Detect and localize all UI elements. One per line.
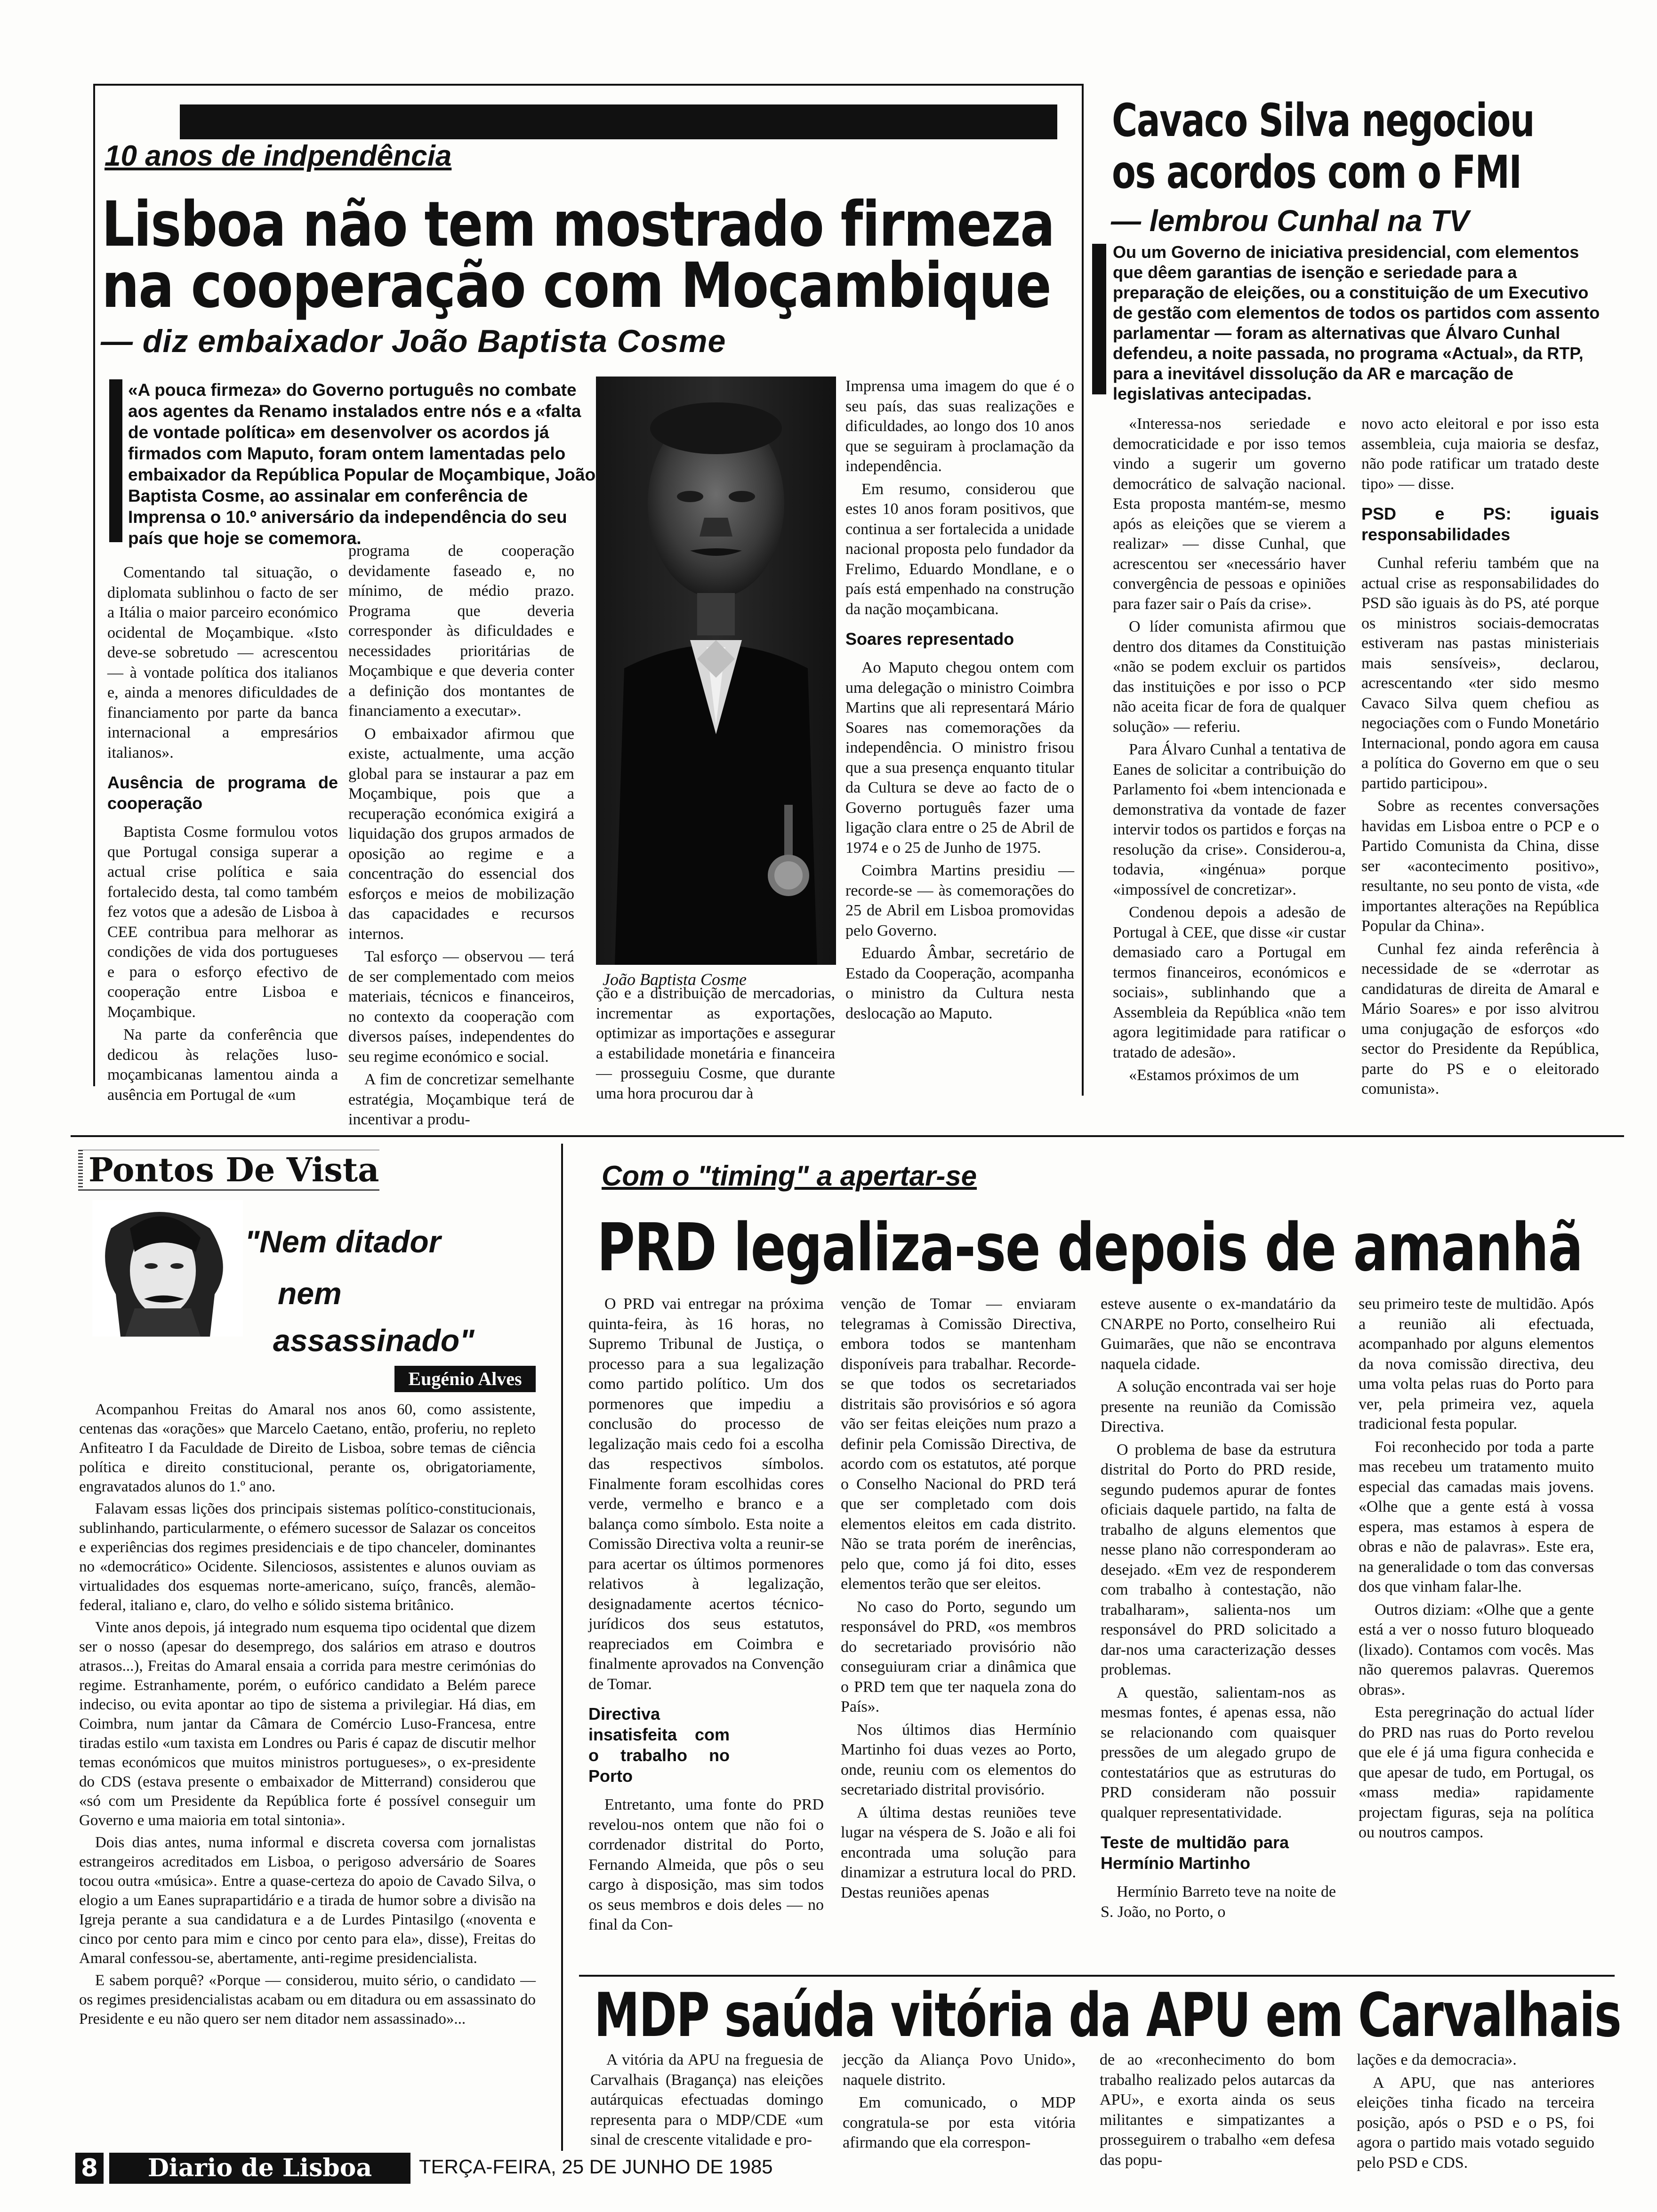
paragraph: «Interessa-nos seriedade e democraticidade e por isso temos vindo a sugerir um governo democrático de salvação nacional. Esta proposta mantém-se, mesmo após as eleições que se vierem a realizar» — disse Cunhal, que acrescentou ser «necessário haver convergência de pessoas e opiniões para fazer sair o País da crise». xyxy=(1113,415,1346,613)
paragraph: Entretanto, uma fonte do PRD revelou-nos ontem que não foi o corrdenador distrital do Porto, Fernando Almeida, que pôs o seu cargo à disposição, mas sim todos os seus membros e dois deles — no final da Con- xyxy=(588,1796,824,1933)
paragraph: E sabem porquê? «Porque — considerou, muito sério, o candidato — os regimes presidencialistas acabam ou em ditadura ou em assassinato do Presidente e eu não quero ser nem ditador nem assassinado»... xyxy=(79,1972,536,2028)
paragraph: Tal esforço — observou — terá de ser complementado com meios materiais, técnicos e financeiros, no contexto da cooperação com diversos países, independentes do seu regime económico e social. xyxy=(348,948,574,1066)
paragraph: de ao «reconhecimento do bom trabalho realizado pelos autarcas da APU», e exorta ainda os seus militantes e simpatizantes a prosseguirem o trabalho «em defesa das popu- xyxy=(1100,2051,1335,2169)
paragraph: Dois dias antes, numa informal e discreta coversa com jornalistas estrangeiros acreditados em Lisboa, o perigoso adversário de Soares tocou outra «música». Entre a quase-certeza do apoio de Cavado Silva, o elogio a um Eanes suprapartidário e a tirada de humor sobre a divisão na Igreja perante a sua candidatura e a de Lurdes Pintasilgo («noventa e cinco por cento para mim e cinco por cento para ela», disse), Freitas do Amaral confessou-se, abertamente, anti-regime presidencialista. xyxy=(79,1834,536,1967)
prd-column-3 xyxy=(1101,1294,1336,1925)
mdp-column-1 xyxy=(590,2050,823,2153)
paragraph: esteve ausente o ex-mandatário da CNARPE no Porto, conselheiro Rui Guimarães, que não se encontrava naquela cidade. xyxy=(1101,1295,1336,1373)
subheading: Ausência de programa de cooperação xyxy=(107,773,338,813)
prd-title: PRD legaliza-se depois de amanhã xyxy=(597,1210,1583,1286)
paragraph: Para Álvaro Cunhal a tentativa de Eanes de solicitar a contribuição do Parlamento foi «bem intencionada e demonstrativa da vontade de fazer intervir todos os partidos e forças na resolução da crise». Considerou-a, todavia, «ingénua» porque «impossível de concretizar». xyxy=(1113,741,1346,898)
prd-column-4 xyxy=(1359,1294,1594,1846)
paragraph: Em comunicado, o MDP congratula-se por esta vitória afirmando que ela correspon- xyxy=(843,2094,1076,2151)
pontos-title-line-2: nem xyxy=(278,1276,342,1311)
paragraph: seu primeiro teste de multidão. Após a reunião ali efectuada, acompanhado por alguns elementos da nova comissão directiva, deu uma volta pelas ruas do Porto para ver, pela primeira vez, aquela tradicional festa popular. xyxy=(1359,1295,1594,1433)
pontos-title-line-1: "Nem ditador xyxy=(245,1224,441,1259)
cavaco-deck: — lembrou Cunhal na TV xyxy=(1111,204,1469,238)
paragraph: No caso do Porto, segundo um responsável do PRD, «os membros do secretariado provisório não conseguiuram criar a dinâmica que o PRD tem que ter naquela zona do País». xyxy=(841,1598,1076,1715)
paragraph: programa de cooperação devidamente faseado e, no mínimo, de médio prazo. Programa que deveria corresponder às dificuldades e necessidades prioritárias de Moçambique e que deveria conter a definição dos montantes de financiamento a executar». xyxy=(348,542,574,720)
cavaco-column-2 xyxy=(1361,414,1599,1102)
paragraph: Coimbra Martins presidiu — recorde-se — às comemorações do 25 de Abril em Lisboa promovidas pelo Governo. xyxy=(845,862,1074,939)
paragraph: A APU, que nas anteriores eleições tinha ficado na terceira posição, após o PSD e o PS, foi agora o partido mais votado seguido pelo PSD e CDS. xyxy=(1357,2074,1594,2172)
page-number: 8 xyxy=(75,2153,104,2184)
paragraph: A última destas reuniões teve lugar na véspera de S. João e ali foi encontrada uma solução para dinamizar a estrutura local do PRD. Destas reuniões apenas xyxy=(841,1803,1076,1901)
paragraph: Falavam essas lições dos principais sistemas político-constitucionais, sublinhando, particularmente, o efémero sucessor de Salazar os conceitos e experiências dos regimes presidenciais e de tipo chanceler, dominantes no «democrático» Ocidente. Silenciosos, assistentes e alunos ouviam as virtualidades dos esquemas norte-americano, suíço, francês, alemão-federal, italiano e, claro, do velho e sólido sistema britânico. xyxy=(79,1500,536,1614)
subheading: Teste de multidão para Hermínio Martinho xyxy=(1101,1833,1289,1873)
paragraph: Comentando tal situação, o diplomata sublinhou o facto de ser a Itália o maior parceiro económico ocidental de Moçambique. «Isto deve-se sobretudo — acrescentou — à vontade política dos italianos e, ainda a menores dificuldades de financiamento por parte da banca internacional a empresários italianos». xyxy=(107,564,338,761)
paragraph: A vitória da APU na freguesia de Carvalhais (Bragança) nas eleições autárquicas efectuadas domingo representa para o MDP/CDE «um sinal de crescente vitalidade e pro- xyxy=(590,2051,823,2148)
paragraph: Hermínio Barreto teve na noite de S. João, no Porto, o xyxy=(1101,1883,1336,1921)
lisboa-deck: — diz embaixador João Baptista Cosme xyxy=(101,323,726,359)
footer-date: TERÇA-FEIRA, 25 DE JUNHO DE 1985 xyxy=(419,2156,773,2178)
cavaco-title-line-2: os acordos com o FMI xyxy=(1112,146,1521,199)
lisboa-lead: «A pouca firmeza» do Governo português no combate aos agentes da Renamo instalados entre nós e a «falta de vontade política» em desenvolver os acordos já firmados com Maputo, foram ontem lamentadas pelo embaixador da República Popular de Moçambique, João Baptista Cosme, ao assinalar em conferência de Imprensa o 10.º aniversário da independência do seu país que hoje se comemora. xyxy=(128,380,596,548)
paragraph: jecção da Aliança Povo Unido», naquele distrito. xyxy=(843,2051,1076,2089)
paragraph: O PRD vai entregar na próxima quinta-feira, às 16 horas, no Supremo Tribunal de Justiça, o processo para a sua legalização como partido político. Um dos pormenores que impediu a conclusão do processo de legalização mais cedo foi a escolha das respectivos símbolos. Finalmente foram escolhidas cores verde, vermelho e branco e a balança como símbolo. Esta noite a Comissão Directiva volta a reunir-se para acertar os últimos pormenores relativos à legalização, designadamente acertos técnico-jurídicos dos seus estatutos, reapreciados em Coimbra e finalmente aprovados na Convenção de Tomar. xyxy=(588,1295,824,1693)
subheading: PSD e PS: iguais responsabilidades xyxy=(1361,504,1599,544)
masthead: Diario de Lisboa xyxy=(109,2153,410,2184)
paragraph: lações e da democracia». xyxy=(1357,2051,1517,2068)
paragraph: Acompanhou Freitas do Amaral nos anos 60, como assistente, centenas das «orações» que Marcelo Caetano, então, proferiu, no repleto Anfiteatro I da Faculdade de Direito de Lisboa, sobre temas de ciência política e direito constitucional, perante os, obrigatoriamente, engravatados alunos do 1.º ano. xyxy=(79,1401,536,1495)
mdp-title: MDP saúda vitória da APU em Carvalhais xyxy=(594,1980,1621,2051)
paragraph: ção e a distribuição de mercadorias, incrementar as exportações, optimizar as importações e assegurar a estabilidade monetária e financeira — prosseguiu Cosme, que durante uma hora procurou dar à xyxy=(596,985,835,1102)
paragraph: Condenou depois a adesão de Portugal à CEE, que disse «ir custar demasiado caro a Portugal em termos financeiros, económicos e sociais», sublinhando que a Assembleia da República «não tem agora legitimidade para ratificar o tratado de adesão». xyxy=(1113,904,1346,1061)
paragraph: Na parte da conferência que dedicou às relações luso-moçambicanas lamentou ainda a ausência em Portugal de «um xyxy=(107,1026,338,1104)
subheading: Soares representado xyxy=(845,629,1014,649)
lisboa-title-line-2: na cooperação com Moçambique xyxy=(102,249,1051,322)
paragraph: Vinte anos depois, já integrado num esquema tipo ocidental que dizem ser o nosso (apesar do desemprego, dos salários em atraso e doutros atrasos...), Freitas do Amaral ensaia a corrida para mestre cerimónias do regime. Estranhamente, porém, o eufórico candidato a Belém parece indeciso, ou evita apontar ao tipo de sistema a privilegiar. Há dias, em Coimbra, num jantar da Câmara de Comércio Luso-Francesa, entre tiradas estilo «um taxista em Londres ou Paris é capaz de discutir melhor temas económicos que muitos ministros portugueses», o ex-presidente do CDS (estava presente o embaixador de Mitterrand) considerou que «só com um Presidente da República forte é possível conseguir um Governo e uma maioria em total sintonia». xyxy=(79,1619,536,1829)
paragraph: novo acto eleitoral e por isso esta assembleia, cuja maioria se desfaz, não pode ratificar um tratado deste tipo» — disse. xyxy=(1361,415,1599,493)
photo-caption: João Baptista Cosme xyxy=(603,970,747,989)
prd-column-2 xyxy=(841,1294,1076,1906)
lisboa-title-line-1: Lisboa não tem mostrado firmeza xyxy=(102,188,1054,261)
cavaco-lead-initial-bar xyxy=(1092,244,1106,394)
paragraph: venção de Tomar — enviaram telegramas à Comissão Directiva, embora todos se mantenham disponíveis para trabalhar. Recorde-se que todos os secretariados distritais são provisórios e só agora vão ser feitas eleições num prazo a definir pela Comissão Directiva, de acordo com os estatutos, até porque o Conselho Nacional do PRD terá que ser completado com dois elementos eleitos em cada distrito. Não se trata porém de inerências, pelo que, como já foi dito, esses elementos terão que ser eleitos. xyxy=(841,1295,1076,1593)
cavaco-column-1 xyxy=(1113,414,1346,1089)
prd-column-1 xyxy=(588,1294,824,1938)
paragraph: «Estamos próximos de um xyxy=(1129,1066,1299,1084)
paragraph: Nos últimos dias Hermínio Martinho foi duas vezes ao Porto, onde, reuniu com os elementos do secretariado distrital provisório. xyxy=(841,1721,1076,1798)
paragraph: A fim de concretizar semelhante estratégia, Moçambique terá de incentivar a produ- xyxy=(348,1071,574,1128)
paragraph: Ao Maputo chegou ontem com uma delegação o ministro Coimbra Martins que ali representará Mário Soares nas comemorações da independência. O ministro frisou que a sua presença enquanto titular da Cultura se deve ao facto de o Governo português fazer uma ligação clara entre o 25 de Abril de 1974 e o 25 de Junho de 1975. xyxy=(845,659,1074,857)
mdp-column-2 xyxy=(843,2050,1076,2156)
mdp-article xyxy=(0,1975,1657,2172)
pontos-brand: Pontos De Vista xyxy=(83,1150,385,1189)
prd-kicker: Com o "timing" a apertar-se xyxy=(602,1160,977,1192)
page-footer xyxy=(75,2153,1629,2186)
paragraph: Cunhal fez ainda referência à necessidade de se «derrotar as candidaturas de direita de Amaral e Mário Soares» e por isso alvitrou uma conjugação de esforços «do sector do Presidente da República, parte do PS e o eleitorado comunista». xyxy=(1361,940,1599,1098)
lisboa-kicker: 10 anos de indpendência xyxy=(105,140,452,172)
cavaco-title-line-1: Cavaco Silva negociou xyxy=(1112,94,1534,147)
middle-horizontal-rule xyxy=(71,1135,1624,1137)
paragraph: Eduardo Âmbar, secretário de Estado da Cooperação, acompanha o ministro da Cultura nesta deslocação ao Maputo. xyxy=(845,945,1074,1022)
author-byline: Eugénio Alves xyxy=(394,1366,536,1392)
paragraph: Em resumo, considerou que estes 10 anos foram positivos, que continua a ser fortalecida a unidade nacional proposta pelo fundador da Frelimo, Eduardo Mondlane, e o país está empenhado na construção da nação moçambicana. xyxy=(845,480,1074,618)
paragraph: Imprensa uma imagem do que é o seu país, das suas realizações e dificuldades, ao longo dos 10 anos que se seguiram à proclamação da independência. xyxy=(845,377,1074,475)
cavaco-lead: Ou um Governo de iniciativa presidencial, com elementos que dêem garantias de isenção e seriedade para a preparação de eleições, ou a constituição de um Executivo de gestão com elementos de todos os partidos com assento parlamentar — foram as alternativas que Álvaro Cunhal defendeu, a noite passada, no programa «Actual», da RTP, para a inevitável dissolução da AR e marcação de legislativas antecipadas. xyxy=(1113,242,1600,403)
pontos-title-line-3: assassinado" xyxy=(273,1323,475,1358)
paragraph: A questão, salientam-nos as mesmas fontes, é apenas essa, não se relacionando com quaisquer pressões de um alegado grupo de contestatários que as estruturas do PRD consideram não possuir qualquer representatividade. xyxy=(1101,1683,1336,1821)
paragraph: Esta peregrinação do actual líder do PRD nas ruas do Porto revelou que ele é já uma figura conhecida e que apesar de tudo, em Portugal, os «mass media» rapidamente projectam figuras, seja na política ou noutros campos. xyxy=(1359,1704,1594,1841)
paragraph: A solução encontrada vai ser hoje presente na reunião da Comissão Directiva. xyxy=(1101,1378,1336,1435)
paragraph: Cunhal referiu também que na actual crise as responsabilidades do PSD são iguais às do PS, até porque os ministros sociais-democratas estiveram nas pastas ministeriais mais sensíveis», declarou, acrescentando «ter sido mesmo Cavaco Silva quem chefiou as negociações com o Fundo Monetário Internacional, pondo agora em causa a política do Governo em que o seu partido participou». xyxy=(1361,554,1599,792)
paragraph: Sobre as recentes conversações havidas em Lisboa entre o PCP e o Partido Comunista da China, disse ser «acontecimento positivo», resultante, no seu ponto de vista, «de importantes alterações na República Popular da China». xyxy=(1361,797,1599,935)
paragraph: O líder comunista afirmou que dentro dos ditames da Constituição «não se podem excluir os partidos das instituições e por isso o PCP não aceita ficar de fora de qualquer solução» — referiu. xyxy=(1113,618,1346,736)
paragraph: Outros diziam: «Olhe que a gente está a ver o nosso futuro bloqueado (lixado). Contamos com vocês. Mas não queremos palavras. Queremos obras». xyxy=(1359,1601,1594,1699)
paragraph: O problema de base da estrutura distrital do Porto do PRD reside, segundo pudemos apurar de fontes oficiais daquele partido, na falta de trabalho de alguns elementos que nesse plano não corresponderam ao desejado. «Em vez de responderem com trabalho à contestação, não trabalharam», salienta-nos um responsável do PRD solicitado a dar-nos uma caracterização desses problemas. xyxy=(1101,1441,1336,1678)
subheading: Directiva insatisfeita com o trabalho no Porto xyxy=(588,1704,730,1786)
paragraph: Baptista Cosme formulou votos que Portugal consiga superar a actual crise política e saia fortalecido desta, tal como também fez votos que a adesão de Lisboa à CEE contribua para melhorar as condições de vida dos portugueses e para o esforço efectivo de cooperação entre Lisboa e Moçambique. xyxy=(107,823,338,1021)
prd-article xyxy=(0,1139,1657,1972)
paragraph: Foi reconhecido por toda a parte mas recebeu um tratamento muito especial das camadas mais jovens. «Olhe que a gente está à vossa espera, mas estamos à espera de obras e não de palavras». Este era, na generalidade o tom das conversas dos que vinham falar-lhe. xyxy=(1359,1438,1594,1595)
paragraph: O embaixador afirmou que existe, actualmente, uma acção global para se instaurar a paz em Moçambique, pois que a recuperação económica exigirá a liquidação dos grupos armados de oposição ao regime e a concentração do essencial dos esforços e meios de mobilização das capacidades e recursos internos. xyxy=(348,725,574,943)
